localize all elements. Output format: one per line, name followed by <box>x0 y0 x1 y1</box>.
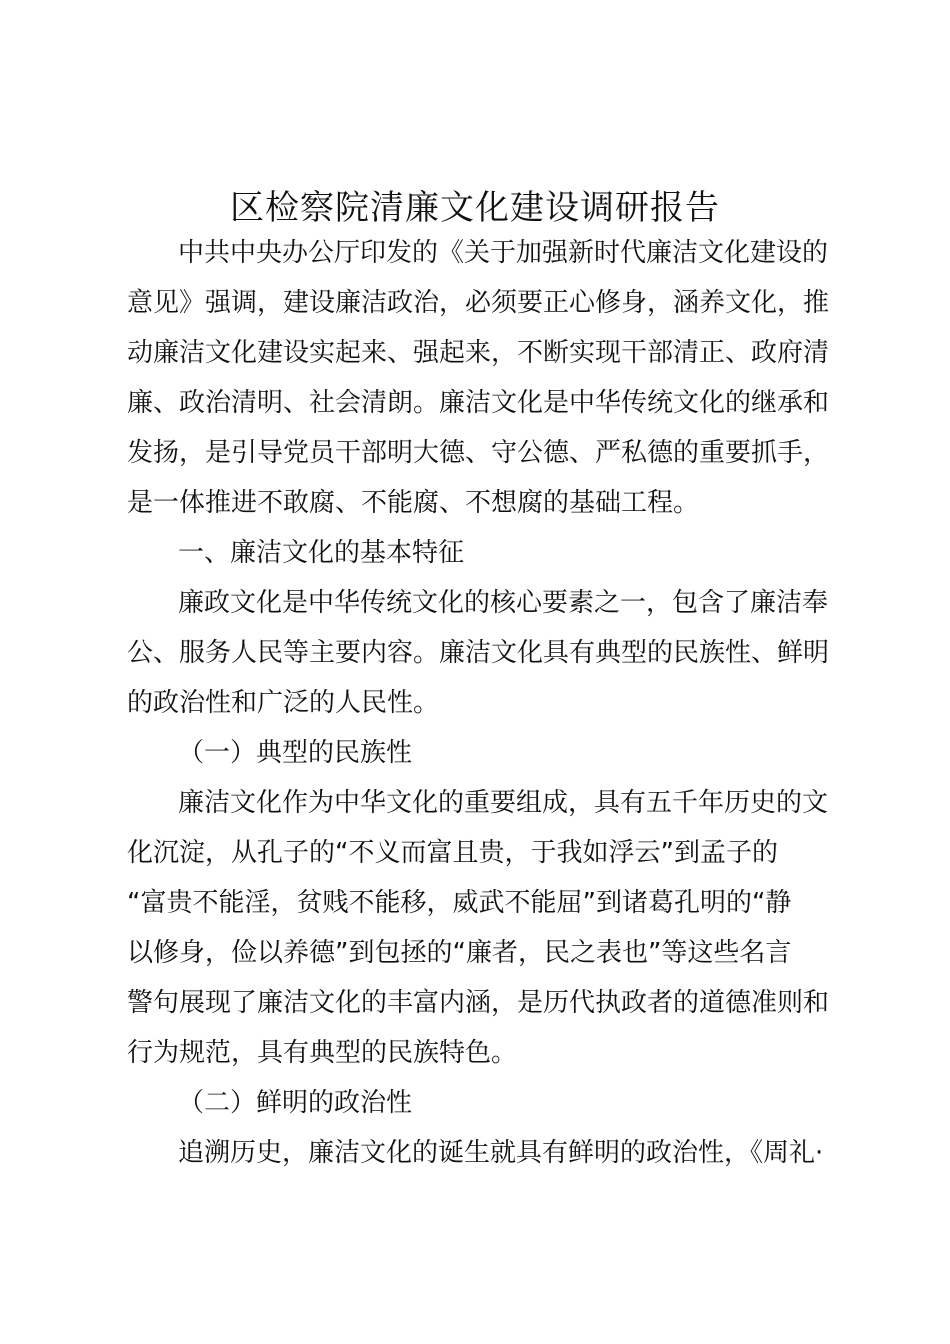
paragraph-line: 廉政文化是中华传统文化的核心要素之一，包含了廉洁奉 <box>178 588 829 618</box>
paragraph-line: 警句展现了廉洁文化的丰富内涵，是历代执政者的道德准则和 <box>127 988 830 1018</box>
paragraph-line: 廉洁文化作为中华文化的重要组成，具有五千年历史的文 <box>178 788 829 818</box>
paragraph-line: 行为规范，具有典型的民族特色。 <box>127 1038 518 1068</box>
paragraph-line: 追溯历史，廉洁文化的诞生就具有鲜明的政治性，《周礼· <box>178 1138 824 1168</box>
paragraph-line: 公、服务人民等主要内容。廉洁文化具有典型的民族性、鲜明 <box>127 638 830 668</box>
paragraph-line: 以修身，俭以养德”到包拯的“廉者，民之表也”等这些名言 <box>127 938 792 968</box>
paragraph-line: 化沉淀，从孔子的“不义而富且贵，于我如浮云”到孟子的 <box>127 838 778 868</box>
paragraph-line: 中共中央办公厅印发的《关于加强新时代廉洁文化建设的 <box>178 238 829 268</box>
paragraph-line: “富贵不能淫，贫贱不能移，威武不能屈”到诸葛孔明的“静 <box>127 888 792 918</box>
paragraph-line: 动廉洁文化建设实起来、强起来，不断实现干部清正、政府清 <box>127 338 830 368</box>
section-heading: 一、廉洁文化的基本特征 <box>178 538 465 568</box>
paragraph-line: 的政治性和广泛的人民性。 <box>127 688 440 718</box>
subsection-heading: （二）鲜明的政治性 <box>178 1088 413 1118</box>
document-title: 区检察院清廉文化建设调研报告 <box>230 188 720 228</box>
subsection-heading: （一）典型的民族性 <box>178 738 413 768</box>
paragraph-line: 发扬，是引导党员干部明大德、守公德、严私德的重要抓手， <box>127 438 830 468</box>
paragraph-line: 是一体推进不敢腐、不能腐、不想腐的基础工程。 <box>127 488 700 518</box>
paragraph-line: 廉、政治清明、社会清朗。廉洁文化是中华传统文化的继承和 <box>127 388 830 418</box>
paragraph-line: 意见》强调，建设廉洁政治，必须要正心修身，涵养文化，推 <box>127 288 830 318</box>
